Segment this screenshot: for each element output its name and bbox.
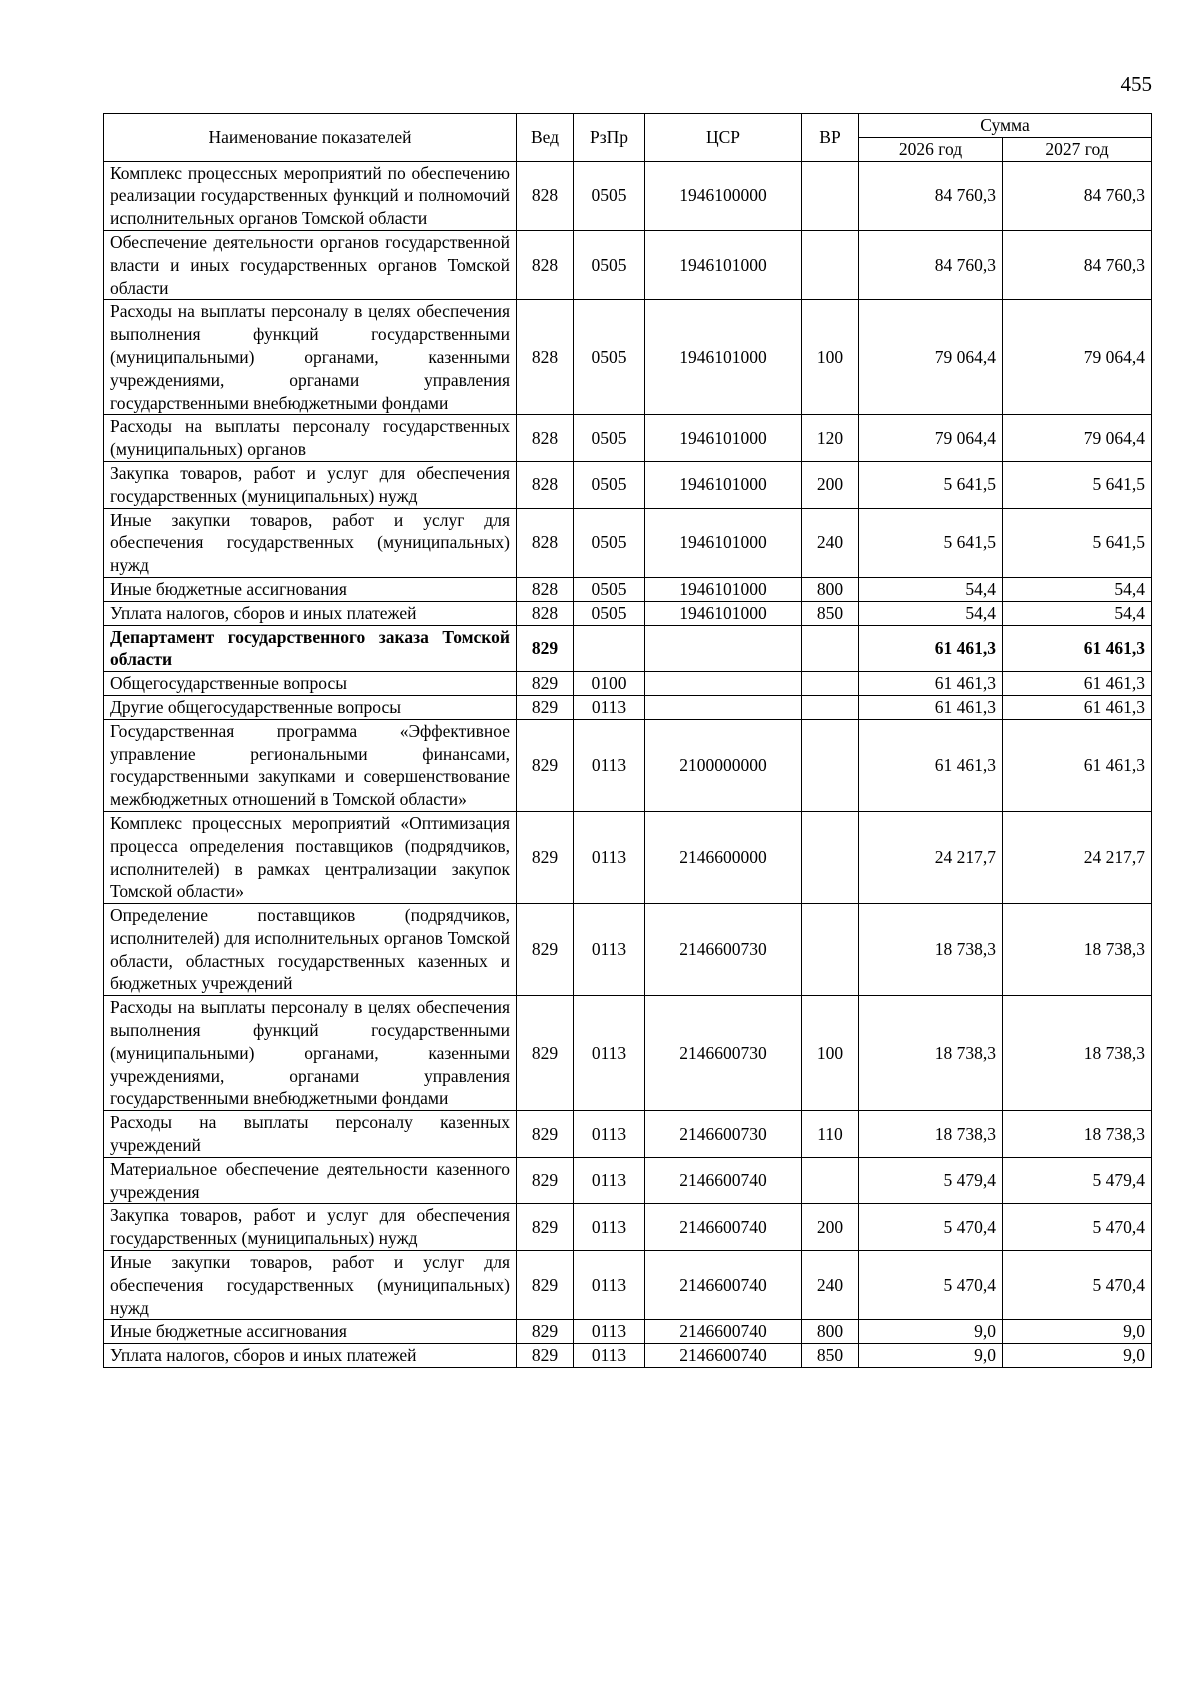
row-rzpr: 0505 <box>574 161 645 230</box>
row-name: Обеспечение деятельности органов государственной власти и иных государственных органов Томской области <box>104 230 517 299</box>
row-sum-2027: 18 738,3 <box>1003 904 1152 996</box>
row-csr: 1946101000 <box>645 230 802 299</box>
table-row <box>104 1344 1152 1368</box>
row-sum-2027: 61 461,3 <box>1003 695 1152 719</box>
row-sum-2026: 5 641,5 <box>859 461 1003 508</box>
row-csr: 2146600740 <box>645 1204 802 1251</box>
row-sum-2026: 79 064,4 <box>859 415 1003 462</box>
header-sum: Сумма <box>859 114 1152 138</box>
row-name: Материальное обеспечение деятельности казенного учреждения <box>104 1157 517 1204</box>
row-name: Расходы на выплаты персоналу казенных учреждений <box>104 1111 517 1158</box>
row-sum-2026: 18 738,3 <box>859 996 1003 1111</box>
table-row <box>104 719 1152 811</box>
row-ved: 829 <box>517 1204 574 1251</box>
row-rzpr <box>574 625 645 672</box>
row-vr: 200 <box>802 461 859 508</box>
row-name: Департамент государственного заказа Томской области <box>104 625 517 672</box>
row-rzpr: 0113 <box>574 1251 645 1320</box>
row-sum-2027: 5 479,4 <box>1003 1157 1152 1204</box>
row-rzpr: 0505 <box>574 508 645 577</box>
row-ved: 828 <box>517 415 574 462</box>
table-row <box>104 1320 1152 1344</box>
table-row <box>104 161 1152 230</box>
table-row <box>104 1251 1152 1320</box>
row-vr <box>802 719 859 811</box>
table-row <box>104 904 1152 996</box>
row-rzpr: 0505 <box>574 415 645 462</box>
row-csr: 2146600740 <box>645 1251 802 1320</box>
row-ved: 828 <box>517 161 574 230</box>
row-name: Закупка товаров, работ и услуг для обеспечения государственных (муниципальных) нужд <box>104 461 517 508</box>
row-vr: 850 <box>802 1344 859 1368</box>
table-row <box>104 811 1152 903</box>
row-vr: 100 <box>802 996 859 1111</box>
row-vr <box>802 904 859 996</box>
row-csr: 2146600740 <box>645 1157 802 1204</box>
row-sum-2026: 61 461,3 <box>859 719 1003 811</box>
row-rzpr: 0100 <box>574 672 645 696</box>
row-ved: 829 <box>517 625 574 672</box>
row-vr: 120 <box>802 415 859 462</box>
table-row <box>104 508 1152 577</box>
row-sum-2026: 54,4 <box>859 601 1003 625</box>
row-sum-2026: 24 217,7 <box>859 811 1003 903</box>
row-sum-2027: 5 641,5 <box>1003 508 1152 577</box>
row-sum-2026: 79 064,4 <box>859 300 1003 415</box>
row-ved: 829 <box>517 904 574 996</box>
header-year-2027: 2027 год <box>1003 137 1152 161</box>
row-rzpr: 0113 <box>574 1204 645 1251</box>
row-ved: 829 <box>517 719 574 811</box>
row-csr: 2146600740 <box>645 1344 802 1368</box>
row-sum-2027: 79 064,4 <box>1003 415 1152 462</box>
row-name: Комплекс процессных мероприятий «Оптимизация процесса определения поставщиков (подрядчиков, исполнителей) в рамках централизации закупок Томской области» <box>104 811 517 903</box>
row-sum-2027: 9,0 <box>1003 1344 1152 1368</box>
row-sum-2026: 61 461,3 <box>859 625 1003 672</box>
row-sum-2027: 5 470,4 <box>1003 1251 1152 1320</box>
row-sum-2027: 84 760,3 <box>1003 161 1152 230</box>
row-csr: 1946101000 <box>645 601 802 625</box>
row-sum-2027: 5 641,5 <box>1003 461 1152 508</box>
row-vr: 800 <box>802 577 859 601</box>
row-ved: 829 <box>517 1157 574 1204</box>
row-sum-2027: 54,4 <box>1003 577 1152 601</box>
row-sum-2027: 5 470,4 <box>1003 1204 1152 1251</box>
row-sum-2026: 5 641,5 <box>859 508 1003 577</box>
row-sum-2027: 61 461,3 <box>1003 625 1152 672</box>
row-vr: 110 <box>802 1111 859 1158</box>
row-ved: 829 <box>517 695 574 719</box>
table-row <box>104 415 1152 462</box>
row-csr: 2100000000 <box>645 719 802 811</box>
row-sum-2026: 18 738,3 <box>859 904 1003 996</box>
row-ved: 829 <box>517 1111 574 1158</box>
row-vr: 240 <box>802 1251 859 1320</box>
row-sum-2026: 5 479,4 <box>859 1157 1003 1204</box>
row-rzpr: 0113 <box>574 904 645 996</box>
row-ved: 828 <box>517 230 574 299</box>
row-rzpr: 0505 <box>574 230 645 299</box>
row-name: Иные бюджетные ассигнования <box>104 577 517 601</box>
row-vr: 850 <box>802 601 859 625</box>
row-ved: 829 <box>517 811 574 903</box>
row-sum-2026: 61 461,3 <box>859 695 1003 719</box>
row-sum-2027: 61 461,3 <box>1003 672 1152 696</box>
row-csr: 2146600730 <box>645 904 802 996</box>
row-sum-2026: 5 470,4 <box>859 1251 1003 1320</box>
header-csr: ЦСР <box>645 114 802 162</box>
row-name: Другие общегосударственные вопросы <box>104 695 517 719</box>
row-rzpr: 0505 <box>574 300 645 415</box>
row-sum-2026: 18 738,3 <box>859 1111 1003 1158</box>
row-csr: 1946101000 <box>645 415 802 462</box>
row-name: Уплата налогов, сборов и иных платежей <box>104 601 517 625</box>
row-sum-2026: 9,0 <box>859 1344 1003 1368</box>
row-csr: 2146600000 <box>645 811 802 903</box>
row-csr: 1946101000 <box>645 461 802 508</box>
row-csr: 1946101000 <box>645 300 802 415</box>
row-name: Иные закупки товаров, работ и услуг для обеспечения государственных (муниципальных) нужд <box>104 508 517 577</box>
row-vr <box>802 672 859 696</box>
row-rzpr: 0113 <box>574 1344 645 1368</box>
table-row <box>104 672 1152 696</box>
row-sum-2027: 54,4 <box>1003 601 1152 625</box>
table-row <box>104 1157 1152 1204</box>
row-csr: 2146600730 <box>645 1111 802 1158</box>
row-name: Уплата налогов, сборов и иных платежей <box>104 1344 517 1368</box>
row-name: Иные бюджетные ассигнования <box>104 1320 517 1344</box>
row-vr: 100 <box>802 300 859 415</box>
row-vr <box>802 695 859 719</box>
row-vr: 240 <box>802 508 859 577</box>
row-csr <box>645 672 802 696</box>
row-sum-2026: 5 470,4 <box>859 1204 1003 1251</box>
row-sum-2026: 54,4 <box>859 577 1003 601</box>
row-rzpr: 0113 <box>574 811 645 903</box>
row-name: Государственная программа «Эффективное управление региональными финансами, государственными закупками и совершенствование межбюджетных отношений в Томской области» <box>104 719 517 811</box>
row-ved: 828 <box>517 300 574 415</box>
header-name: Наименование показателей <box>104 114 517 162</box>
row-csr: 1946101000 <box>645 508 802 577</box>
row-ved: 829 <box>517 672 574 696</box>
table-row <box>104 625 1152 672</box>
row-sum-2027: 24 217,7 <box>1003 811 1152 903</box>
row-csr: 1946101000 <box>645 577 802 601</box>
row-rzpr: 0505 <box>574 601 645 625</box>
row-rzpr: 0505 <box>574 461 645 508</box>
table-row <box>104 1204 1152 1251</box>
table-row <box>104 461 1152 508</box>
table-row <box>104 300 1152 415</box>
row-rzpr: 0113 <box>574 1320 645 1344</box>
table-row <box>104 601 1152 625</box>
row-name: Иные закупки товаров, работ и услуг для обеспечения государственных (муниципальных) нужд <box>104 1251 517 1320</box>
row-vr <box>802 1157 859 1204</box>
table-row <box>104 695 1152 719</box>
row-name: Расходы на выплаты персоналу в целях обеспечения выполнения функций государственными (муниципальными) органами, казенными учреждениями, органами управления государственными внебюджетными фондами <box>104 300 517 415</box>
row-vr: 800 <box>802 1320 859 1344</box>
row-vr <box>802 625 859 672</box>
row-vr <box>802 161 859 230</box>
row-sum-2026: 84 760,3 <box>859 230 1003 299</box>
row-name: Определение поставщиков (подрядчиков, исполнителей) для исполнительных органов Томской области, областных государственных казенных и бюджетных учреждений <box>104 904 517 996</box>
row-ved: 829 <box>517 996 574 1111</box>
row-csr <box>645 695 802 719</box>
table-row <box>104 230 1152 299</box>
page-number: 455 <box>1120 72 1152 96</box>
header-ved: Вед <box>517 114 574 162</box>
row-sum-2027: 61 461,3 <box>1003 719 1152 811</box>
header-vr: ВР <box>802 114 859 162</box>
table-row <box>104 577 1152 601</box>
row-ved: 828 <box>517 601 574 625</box>
row-sum-2027: 9,0 <box>1003 1320 1152 1344</box>
row-ved: 829 <box>517 1344 574 1368</box>
budget-table <box>103 113 1152 1368</box>
table-row <box>104 1111 1152 1158</box>
row-csr: 1946100000 <box>645 161 802 230</box>
row-csr: 2146600730 <box>645 996 802 1111</box>
row-sum-2026: 84 760,3 <box>859 161 1003 230</box>
row-name: Закупка товаров, работ и услуг для обеспечения государственных (муниципальных) нужд <box>104 1204 517 1251</box>
row-sum-2027: 18 738,3 <box>1003 1111 1152 1158</box>
row-name: Общегосударственные вопросы <box>104 672 517 696</box>
row-sum-2027: 18 738,3 <box>1003 996 1152 1111</box>
row-rzpr: 0113 <box>574 1111 645 1158</box>
row-rzpr: 0113 <box>574 996 645 1111</box>
row-ved: 829 <box>517 1251 574 1320</box>
row-rzpr: 0113 <box>574 695 645 719</box>
header-rzpr: РзПр <box>574 114 645 162</box>
table-body <box>104 161 1152 1367</box>
row-vr: 200 <box>802 1204 859 1251</box>
header-year-2026: 2026 год <box>859 137 1003 161</box>
row-ved: 828 <box>517 508 574 577</box>
row-rzpr: 0113 <box>574 719 645 811</box>
row-ved: 829 <box>517 1320 574 1344</box>
row-rzpr: 0113 <box>574 1157 645 1204</box>
row-name: Расходы на выплаты персоналу в целях обеспечения выполнения функций государственными (муниципальными) органами, казенными учреждениями, органами управления государственными внебюджетными фондами <box>104 996 517 1111</box>
row-name: Комплекс процессных мероприятий по обеспечению реализации государственных функций и полномочий исполнительных органов Томской области <box>104 161 517 230</box>
row-csr: 2146600740 <box>645 1320 802 1344</box>
table-row <box>104 996 1152 1111</box>
row-vr <box>802 811 859 903</box>
table-header <box>104 114 1152 162</box>
row-vr <box>802 230 859 299</box>
row-sum-2027: 79 064,4 <box>1003 300 1152 415</box>
row-csr <box>645 625 802 672</box>
row-sum-2027: 84 760,3 <box>1003 230 1152 299</box>
row-name: Расходы на выплаты персоналу государственных (муниципальных) органов <box>104 415 517 462</box>
row-rzpr: 0505 <box>574 577 645 601</box>
row-sum-2026: 61 461,3 <box>859 672 1003 696</box>
row-sum-2026: 9,0 <box>859 1320 1003 1344</box>
row-ved: 828 <box>517 461 574 508</box>
row-ved: 828 <box>517 577 574 601</box>
